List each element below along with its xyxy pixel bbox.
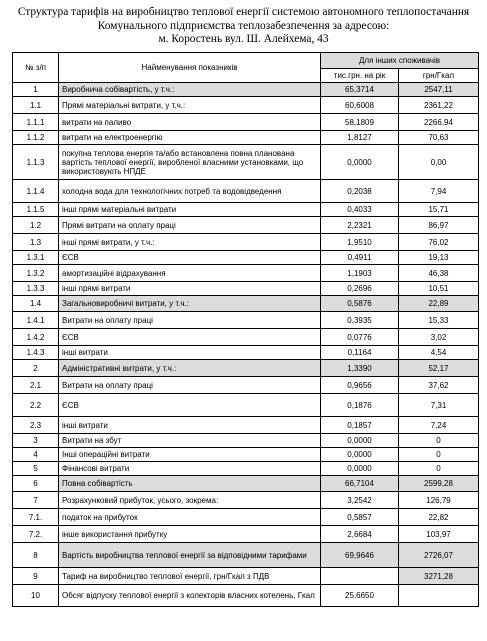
row-value-uah-per-gcal: 52,17 [399, 360, 479, 377]
row-value-thousand-uah: 0,3935 [321, 312, 399, 329]
row-value-thousand-uah: 0,1876 [321, 394, 399, 417]
row-value-thousand-uah: 1,8127 [321, 131, 399, 145]
table-row [13, 448, 479, 462]
row-value-uah-per-gcal: 19,13 [399, 251, 479, 265]
row-value-uah-per-gcal: 103,97 [399, 526, 479, 543]
tariff-structure-table [12, 52, 479, 607]
row-value-thousand-uah: 0,2696 [321, 282, 399, 296]
row-name: Обсяг відпуску теплової енергії з колекторів власних котелень, Гкал [59, 585, 321, 607]
row-value-uah-per-gcal: 7,24 [399, 417, 479, 434]
table-row [13, 476, 479, 492]
table-row [13, 526, 479, 543]
row-name: інші витрати [59, 417, 321, 434]
row-value-uah-per-gcal: 2599,28 [399, 476, 479, 492]
row-name: інше використання прибутку [59, 526, 321, 543]
row-num: 1.3.3 [13, 282, 59, 296]
row-name: амортизаційні відрахування [59, 265, 321, 282]
row-value-thousand-uah: 0,0000 [321, 434, 399, 448]
row-num: 1.4.1 [13, 312, 59, 329]
row-num: 2 [13, 360, 59, 377]
row-num: 1.1 [13, 97, 59, 114]
row-num: 1.3.1 [13, 251, 59, 265]
row-name: Інші операційні витрати [59, 448, 321, 462]
row-value-uah-per-gcal: 76,02 [399, 234, 479, 251]
row-num: 1.1.2 [13, 131, 59, 145]
row-value-thousand-uah: 3,2542 [321, 492, 399, 509]
row-value-uah-per-gcal: 15,33 [399, 312, 479, 329]
table-row [13, 509, 479, 526]
row-name: витрати на паливо [59, 114, 321, 131]
row-value-uah-per-gcal: 3271,28 [399, 568, 479, 585]
table-row [13, 180, 479, 203]
row-name: ЄСВ [59, 394, 321, 417]
row-value-thousand-uah: 65,3714 [321, 83, 399, 97]
table-row [13, 360, 479, 377]
row-name: інші прямі витрати [59, 282, 321, 296]
row-name: ЄСВ [59, 329, 321, 346]
row-num: 2.1 [13, 377, 59, 394]
row-value-uah-per-gcal: 2726,07 [399, 543, 479, 568]
row-num: 1.1.4 [13, 180, 59, 203]
row-name: інші витрати [59, 346, 321, 360]
table-row [13, 234, 479, 251]
row-name: витрати на електроенергію [59, 131, 321, 145]
table-row [13, 312, 479, 329]
table-row [13, 329, 479, 346]
row-name: Загальновиробничі витрати, у т.ч.: [59, 296, 321, 312]
row-value-thousand-uah: 60,6008 [321, 97, 399, 114]
table-row [13, 282, 479, 296]
table-row [13, 462, 479, 476]
row-value-uah-per-gcal: 2361,22 [399, 97, 479, 114]
row-num: 6 [13, 476, 59, 492]
row-num: 8 [13, 543, 59, 568]
row-value-thousand-uah: 0,0000 [321, 145, 399, 180]
table-row [13, 543, 479, 568]
row-value-thousand-uah: 0,4911 [321, 251, 399, 265]
document-title [0, 6, 487, 47]
row-value-uah-per-gcal: 22,89 [399, 296, 479, 312]
table-row [13, 394, 479, 417]
table-row [13, 434, 479, 448]
row-value-uah-per-gcal: 86,97 [399, 217, 479, 234]
row-num: 1.4.3 [13, 346, 59, 360]
table-row [13, 203, 479, 217]
row-value-thousand-uah: 1,3390 [321, 360, 399, 377]
table-row [13, 296, 479, 312]
row-name: покупна теплова енергія та/або встановлена повна планована вартість теплової енергії, виробленої власними установками, що використовують НПДЕ [59, 145, 321, 180]
row-name: ЄСВ [59, 251, 321, 265]
row-value-thousand-uah: 1,1903 [321, 265, 399, 282]
row-value-thousand-uah: 2,6684 [321, 526, 399, 543]
row-value-uah-per-gcal: 2266,94 [399, 114, 479, 131]
row-value-uah-per-gcal: 4,54 [399, 346, 479, 360]
table-row [13, 265, 479, 282]
row-num: 7 [13, 492, 59, 509]
row-num: 7.2. [13, 526, 59, 543]
row-num: 9 [13, 568, 59, 585]
header-group: Для інших споживачів [321, 53, 479, 69]
row-value-thousand-uah: 0,0776 [321, 329, 399, 346]
table-body [13, 83, 479, 607]
row-name: інші прямі витрати, у т.ч.: [59, 234, 321, 251]
row-num: 2.2 [13, 394, 59, 417]
row-value-thousand-uah: 0,2038 [321, 180, 399, 203]
table-row [13, 417, 479, 434]
table-row [13, 217, 479, 234]
header-name: Найменування показників [59, 53, 321, 83]
row-value-uah-per-gcal: 15,71 [399, 203, 479, 217]
row-value-uah-per-gcal [399, 585, 479, 607]
row-value-uah-per-gcal: 22,82 [399, 509, 479, 526]
row-num: 1.1.1 [13, 114, 59, 131]
row-value-uah-per-gcal: 0 [399, 448, 479, 462]
row-name: Фінансові витрати [59, 462, 321, 476]
row-value-thousand-uah: 0,5876 [321, 296, 399, 312]
row-value-thousand-uah [321, 568, 399, 585]
row-value-uah-per-gcal: 3,02 [399, 329, 479, 346]
row-name: Витрати на оплату праці [59, 312, 321, 329]
table-row [13, 145, 479, 180]
row-num: 1 [13, 83, 59, 97]
row-num: 1.2 [13, 217, 59, 234]
row-num: 3 [13, 434, 59, 448]
table-row [13, 585, 479, 607]
row-value-uah-per-gcal: 7,31 [399, 394, 479, 417]
table-row [13, 377, 479, 394]
table-row [13, 131, 479, 145]
table-row [13, 97, 479, 114]
row-value-thousand-uah: 0,5857 [321, 509, 399, 526]
row-name: податок на прибуток [59, 509, 321, 526]
row-num: 2.3 [13, 417, 59, 434]
row-num: 1.1.3 [13, 145, 59, 180]
title-line-3: м. Коростень вул. Ш. Алейхема, 43 [158, 33, 329, 45]
row-name: Тариф на виробництво теплової енергії, грн/Гкал з ПДВ [59, 568, 321, 585]
row-value-uah-per-gcal: 0 [399, 462, 479, 476]
header-col2: грн/Гкал [399, 69, 479, 83]
row-value-uah-per-gcal: 0,00 [399, 145, 479, 180]
row-value-thousand-uah: 0,0000 [321, 462, 399, 476]
table-row [13, 492, 479, 509]
header-col1: тис.грн. на рік [321, 69, 399, 83]
row-name: Вартість виробництва теплової енергії за відповідними тарифами [59, 543, 321, 568]
row-num: 7.1. [13, 509, 59, 526]
row-num: 4 [13, 448, 59, 462]
row-name: холодна вода для технологічних потреб та водовідведення [59, 180, 321, 203]
row-name: Прямі витрати на оплату праці [59, 217, 321, 234]
row-value-thousand-uah: 69,9646 [321, 543, 399, 568]
title-line-2: Комунального підприємства теплозабезпечення за адресою: [97, 19, 390, 32]
row-value-thousand-uah: 2,2321 [321, 217, 399, 234]
row-value-thousand-uah: 0,1164 [321, 346, 399, 360]
table-row [13, 251, 479, 265]
row-name: Повна собівартість [59, 476, 321, 492]
table-row [13, 83, 479, 97]
row-num: 5 [13, 462, 59, 476]
title-line-1: Структура тарифів на виробництво теплової енергії системою автономного теплопостачання [17, 6, 470, 18]
row-value-thousand-uah: 25,6650 [321, 585, 399, 607]
row-num: 1.4.2 [13, 329, 59, 346]
row-value-thousand-uah: 0,4033 [321, 203, 399, 217]
row-value-uah-per-gcal: 70,63 [399, 131, 479, 145]
row-value-uah-per-gcal: 126,79 [399, 492, 479, 509]
row-value-uah-per-gcal: 37,62 [399, 377, 479, 394]
row-value-uah-per-gcal: 7,94 [399, 180, 479, 203]
row-value-uah-per-gcal: 10,51 [399, 282, 479, 296]
row-value-thousand-uah: 58,1809 [321, 114, 399, 131]
row-value-uah-per-gcal: 0 [399, 434, 479, 448]
row-num: 1.1.5 [13, 203, 59, 217]
row-value-thousand-uah: 0,1857 [321, 417, 399, 434]
row-value-thousand-uah: 0,0000 [321, 448, 399, 462]
row-num: 1.3 [13, 234, 59, 251]
row-name: Виробнича собівартість, у т.ч.: [59, 83, 321, 97]
row-value-thousand-uah: 0,9656 [321, 377, 399, 394]
row-num: 1.4 [13, 296, 59, 312]
table-row [13, 568, 479, 585]
row-name: Адміністративні витрати, у т.ч.: [59, 360, 321, 377]
row-name: Розрахунковий прибуток, усього, зокрема: [59, 492, 321, 509]
row-name: Прямі матеріальні витрати, у т.ч.: [59, 97, 321, 114]
row-value-uah-per-gcal: 2547,11 [399, 83, 479, 97]
row-name: Витрати на збут [59, 434, 321, 448]
row-value-thousand-uah: 1,9510 [321, 234, 399, 251]
row-name: інші прямі матеріальні витрати [59, 203, 321, 217]
row-value-uah-per-gcal: 46,38 [399, 265, 479, 282]
table-row [13, 114, 479, 131]
row-value-thousand-uah: 66,7104 [321, 476, 399, 492]
header-num: № з/п [13, 53, 59, 83]
row-name: Витрати на оплату праці [59, 377, 321, 394]
table-row [13, 346, 479, 360]
row-num: 1.3.2 [13, 265, 59, 282]
row-num: 10 [13, 585, 59, 607]
